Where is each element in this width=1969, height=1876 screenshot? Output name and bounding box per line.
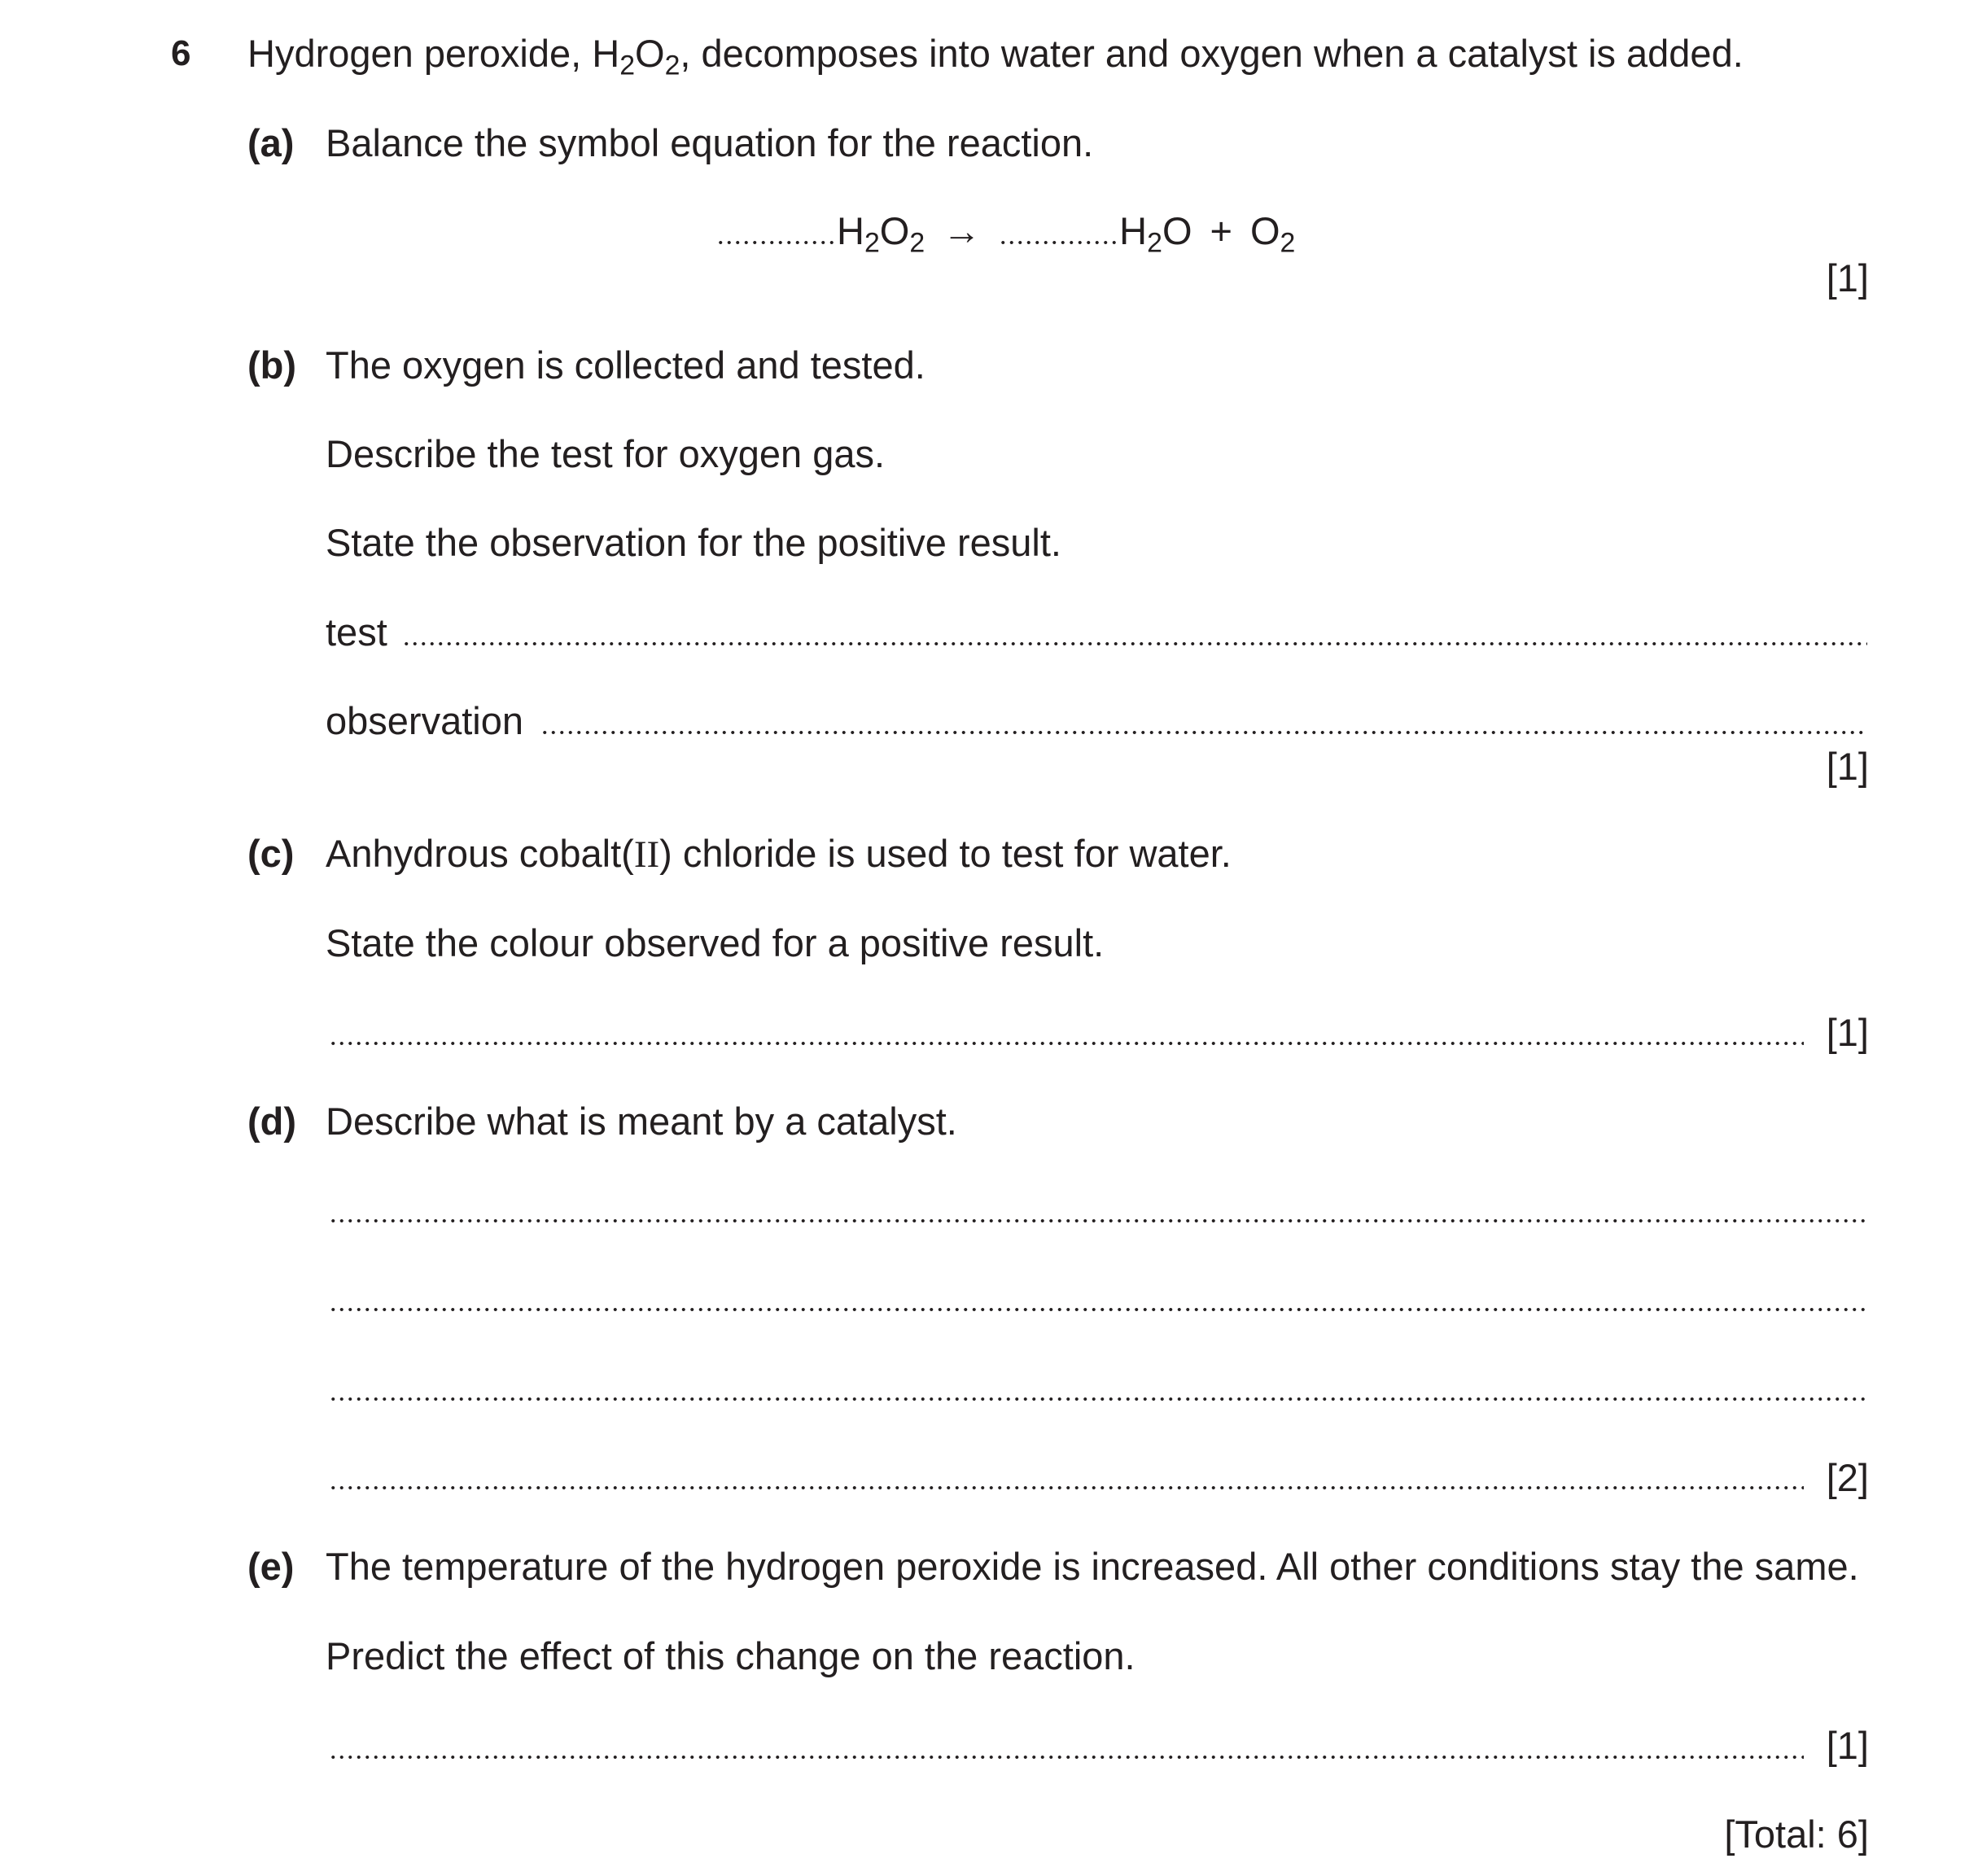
reaction-arrow: → xyxy=(943,209,982,252)
observation-answer-line[interactable] xyxy=(540,731,1867,734)
part-d-answer-line-1[interactable] xyxy=(329,1219,1867,1222)
question-number: 6 xyxy=(171,33,191,73)
test-label: test xyxy=(326,610,387,654)
part-e-marks: [1] xyxy=(1826,1724,1869,1767)
part-d-marks: [2] xyxy=(1826,1456,1869,1499)
part-b-line2: Describe the test for oxygen gas. xyxy=(326,432,886,475)
part-e-line1: The temperature of the hydrogen peroxide is increased. All other conditions stay the same. xyxy=(326,1545,1859,1588)
observation-label: observation xyxy=(326,699,523,742)
part-b-line3: State the observation for the positive result. xyxy=(326,521,1061,564)
part-d-label: (d) xyxy=(247,1100,297,1143)
plus-sign: + xyxy=(1210,209,1232,252)
part-c-line2: State the colour observed for a positive result. xyxy=(326,921,1105,964)
part-e-answer-line[interactable] xyxy=(329,1756,1804,1759)
part-d-answer-line-4[interactable] xyxy=(329,1486,1804,1489)
formula-h2o2: $H_2O_2$ xyxy=(837,209,925,259)
part-c-label: (c) xyxy=(247,832,295,875)
part-b-marks: [1] xyxy=(1826,745,1869,788)
symbol-equation xyxy=(716,209,1296,259)
formula-o2: $O_2$ xyxy=(1249,209,1296,259)
part-c-marks: [1] xyxy=(1826,1011,1869,1054)
part-a-marks: [1] xyxy=(1826,256,1869,300)
part-a-text: Balance the symbol equation for the reaction. xyxy=(326,121,1094,164)
coefficient-blank-h2o[interactable] xyxy=(999,241,1119,244)
part-d-answer-line-3[interactable] xyxy=(329,1397,1867,1401)
part-a-label: (a) xyxy=(247,121,295,164)
part-d-text: Describe what is meant by a catalyst. xyxy=(326,1100,957,1143)
part-b-line1: The oxygen is collected and tested. xyxy=(326,343,925,387)
part-e-label: (e) xyxy=(247,1545,295,1588)
part-b-label: (b) xyxy=(247,343,297,387)
test-answer-line[interactable] xyxy=(402,642,1867,645)
question-intro: Hydrogen peroxide, $H_2O_2$, decomposes into water and oxygen when a catalyst is added. xyxy=(247,32,1744,81)
part-c-line1: Anhydrous cobalt(II) chloride is used to test for water. xyxy=(326,832,1232,876)
part-c-answer-line[interactable] xyxy=(329,1042,1804,1045)
total-marks: [Total: 6] xyxy=(1724,1813,1869,1856)
formula-h2o: $H_2O$ xyxy=(1119,209,1192,259)
part-e-line2: Predict the effect of this change on the reaction. xyxy=(326,1634,1135,1677)
coefficient-blank-h2o2[interactable] xyxy=(716,241,837,244)
part-d-answer-line-2[interactable] xyxy=(329,1308,1867,1311)
